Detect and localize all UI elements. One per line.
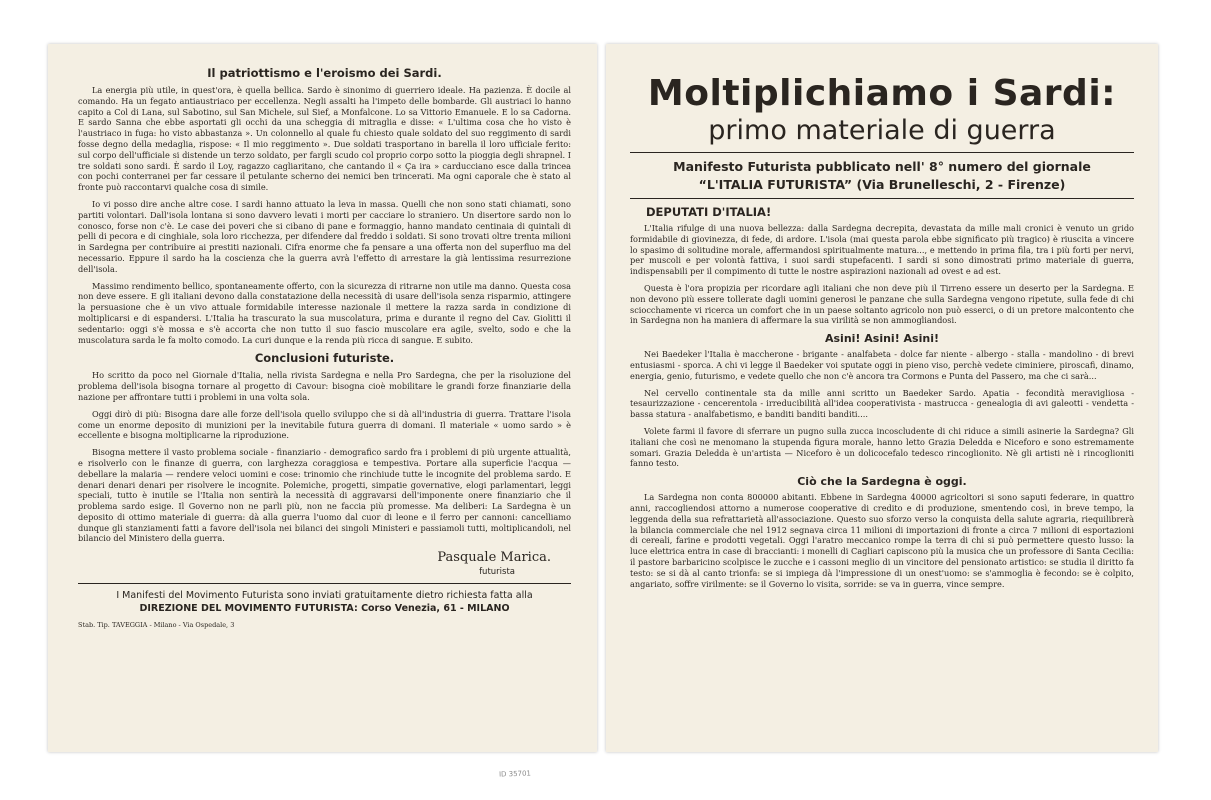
footer-notice: I Manifesti del Movimento Futurista sono inviati gratuitamente dietro richiesta fatta alla: [116, 590, 533, 602]
section-title-conclusions: Conclusioni futuriste.: [254, 351, 395, 366]
sub-title: primo materiale di guerra: [708, 115, 1056, 146]
paragraph: Massimo rendimento bellico, spontaneamente offerto, con la sicurezza di ritrarne non utile ma danno. Questa cosa non deve essere. E gli italiani devono dalla constatazione della necessità di usare dell'isola senza risparmio, attingere la persuasione che è un vivo attuale formidabile interesse nazionale il mettere la razza sarda in condizione di moltiplicarsi e di espandersi. L'Italia ha trascurato la sua muscolatura, prima e durante il regno del Cav. Giolitti il sedentario: oggi s'è mossa e s'è accorta che non tutto il suo fascio muscolare era agile, svelto, sodo e che la muscolatura sarda le fa molto comodo. La curi dunque e la renda più ricca di sangue. E subito.: [78, 280, 571, 345]
divider: [630, 198, 1134, 199]
footer-address: DIREZIONE DEL MOVIMENTO FUTURISTA: Corso Venezia, 61 - MILANO: [139, 603, 510, 615]
left-page: [48, 44, 597, 752]
section-title-deputati: DEPUTATI D'ITALIA!: [646, 205, 772, 219]
paragraph: Volete farmi il favore di sferrare un pugno sulla zucca incoscludente di chi riduce a simili asinerie la Sardegna? Gli italiani che così ne menomano la stupenda figura morale, hanno letto Grazia Deledda e Niceforo e sono estremamente somari. Grazia Deledda è un'artista — Niceforo è un dolicocefalo tedesco rincoglionito. Nè gli artisti nè i rincoglioniti fanno testo.: [630, 425, 1134, 469]
paragraph: Bisogna mettere il vasto problema sociale - finanziario - demografico sardo fra i problemi di più urgente attualità, e risolverlo con le finanze di guerra, con larghezza coraggiosa e tempestiva. Portare alla superficie l'acqua — debellare la malaria — rendere veloci uomini e cose: trinomio che rinchiude tutte le incognite del problema sardo. E denari denari denari per risolvere le incognite. Polemiche, progetti, simpatie governative, elogi parlamentari, leggi speciali, tutto è inutile se l'Italia non sentirà la necessità di aggravarsi dell'imponente onere finanziario che il problema sardo esige. Il Governo non ne parli più, non ne faccia più promesse. Ma deliberi: La Sardegna è un deposito di ottimo materiale di guerra: dà alla guerra l'uomo dal cuor di leone e il ferro per cannoni: cancelliamo dunque gli stanziamenti fatti a favore dell'isola nei bilanci dei singoli Ministeri e passiamoli tutti, moltiplicandoli, nel bilancio del Ministero della guerra.: [78, 447, 571, 544]
paragraph: Nel cervello continentale sta da mille anni scritto un Baedeker Sardo. Apatia - fecondità meravigliosa - tesaurizzazione - cencerentola - irreducibilità all'idea cooperativista - mastrucca - genealogia di avi galeotti - vendetta - bassa statura - analfabetismo, e banditi banditi banditi....: [630, 387, 1134, 420]
paragraph: La Sardegna non conta 800000 abitanti. Ebbene in Sardegna 40000 agricoltori si sono saputi federare, in quattro anni, raccogliendosi attorno a numerose cooperative di credito e di produzione, smentendo così, in breve tempo, la leggenda della sua refrattarietà all'associazione. Questo suo sforzo verso la conquista della salute agraria, riequilibrerà la bilancia commerciale che nel 1912 segnava circa 11 milioni di importazioni di fronte a circa 7 milioni di esportazioni di cereali, farine e prodotti vegetali. Oggi l'aratro meccanico rompe la terra di chi si può permettere questo lusso: la luce elettrica entra in case di braccianti: i monelli di Cagliari capiscono più la musica che un professore di Santa Cecilia: il pastore barbaricino scolpisce le zucche e i cassoni meglio di un vincitore del pensionato artistico: se studia il diritto fa testo: se si dà al canto trionfa: se si impiega dà l'impressione di un onest'uomo: se s'ammoglia è fecondo: se è colpito, angariato, soffre virilmente: se il Governo lo visita, sorride: se va in guerra, vince sempre.: [630, 492, 1134, 589]
paragraph: Questa è l'ora propizia per ricordare agli italiani che non deve più il Tirreno essere un deserto per la Sardegna. E non devono più essere tollerate dagli uomini generosi le panzane che sulla Sardegna vengono ripetute, sulla fede di chi sciocchamente vi ricerca un comfort che in un paese soltanto agricolo non può esserci, o di un pretore malcontento che in Sardegna non ha maniera di affermare la sua virilità se non ammogliandosi.: [630, 282, 1134, 326]
printer-credit: Stab. Tip. TAVEGGIA - Milano - Via Ospedale, 3: [78, 621, 235, 630]
signature-role: futurista: [479, 567, 515, 578]
section-title-patriotism: Il patriottismo e l'eroismo dei Sardi.: [207, 66, 442, 80]
divider: [630, 152, 1134, 153]
section-title-asini: Asini! Asini! Asini!: [824, 332, 939, 346]
paragraph: Nei Baedeker l'Italia è maccherone - brigante - analfabeta - dolce far niente - albergo - stalla - mandolino - di brevi entusiasmi - sporca. A chi vi legge il Baedeker voi sputate oggi in pieno viso, perchè vedete ciminiere, piroscafi, dinamo, energia, genio, futurismo, e vedete quello che non c'è ancora tra Cormons e Punta del Passero, ma che ci sarà...: [630, 349, 1134, 381]
paragraph: L'Italia rifulge di una nuova bellezza: dalla Sardegna decrepita, devastata da mille mali cronici è venuto un grido formidabile di giovinezza, di fede, di ardore. L'isola (mai questa parola ebbe significato più tragico) è riuscita a vincere lo spasimo di solitudine morale, affermandosi spiritualmente matura..., e mettendo in prima fila, tra i più forti per nervi, per muscoli e per volontà fattiva, i suoi sardi stupefacenti. I sardi si sono dimostrati primo materiale di guerra, indispensabili per il compimento di tutte le nostre aspirazioni nazionali ad ovest e ad est.: [630, 223, 1134, 277]
divider: [78, 583, 571, 584]
signature: Pasquale Marica.: [437, 550, 551, 566]
right-page: [606, 44, 1158, 752]
section-title-sardegna-oggi: Ciò che la Sardegna è oggi.: [797, 475, 967, 489]
paragraph: Oggi dirò di più: Bisogna dare alle forze dell'isola quello sviluppo che si dà all'industria di guerra. Trattare l'isola come un enorme deposito di munizioni per la inevitabile futura guerra di domani. Il materiale « uomo sardo » è eccellente e bisogna moltiplicarne la riproduzione.: [78, 408, 571, 441]
paragraph: Ho scritto da poco nel Giornale d'Italia, nella rivista Sardegna e nella Pro Sardegna, che per la risoluzione del problema dell'isola bisogna tornare al progetto di Cavour: bisogna cioè mobilitare le grandi forze finanziarie della nazione per affrontare tutti i problemi in una volta sola.: [78, 370, 571, 402]
paragraph: Io vi posso dire anche altre cose. I sardi hanno attuato la leva in massa. Quelli che non sono stati chiamati, sono partiti volontari. Dall'isola lontana si sono davvero levati i morti per cacciare lo straniero. Un disertore sardo non lo conosco, forse non c'è. Le case dei poveri che si cibano di pane e formaggio, hanno mandato centinaia di quintali di pelli di pecora e di cinghiale, sola loro ricchezza, per difendere dal freddo i soldati. Si sono trovati oltre trenta milioni in Sardegna per contribuire ai prestiti nazionali. Cifra enorme che fa pensare a una offerta non del superfluo ma del necessario. Eppure il sardo ha la coscienza che la guerra avrà l'effetto di arrestare la già lentissima resurrezione dell'isola.: [78, 198, 571, 274]
paragraph: La energia più utile, in quest'ora, è quella bellica. Sardo è sinonimo di guerriero ideale. Ha pazienza. È docile al comando. Ha un fegato antiaustriaco per eccellenza. Negli assalti ha l'impeto delle bombarde. Gli austriaci lo hanno capito a Col di Lana, sul Sabotino, sul San Michele, sul Sief, a Monfalcone. Lo sa Vittorio Emanuele. E lo sa Cadorna. E sardo Sanna che ebbe asportati gli occhi da una scheggia di mitraglia e disse: « L'ultima cosa che ho visto è l'austriaco in fuga: ho visto abbastanza ». Un colonnello al quale fu chiesto quale soldato del suo reggimento di sardi fosse degno della medaglia, rispose: « Il mio reggimento ». Due soldati trasportano in barella il loro ufficiale ferito: sul corpo dell'ufficiale si distende un terzo soldato, per fargli scudo col proprio corpo sotto la pioggia degli shrapnel. I tre soldati sono sardi. È sardo il Loy, ragazzo cagliaritano, che cantando il « Ça ira » carducciano esce dalla trincea con pochi conterranei per far cessare il petulante scherno dei nemici ben trincerati. Ma ogni caporale che è stato al fronte può raccontarvi qualche cosa di simile.: [78, 85, 571, 193]
main-title: Moltiplichiamo i Sardi:: [647, 73, 1117, 114]
manifesto-line-1: Manifesto Futurista pubblicato nell' 8° numero del giornale: [673, 159, 1091, 174]
manifesto-line-2: “L'ITALIA FUTURISTA” (Via Brunelleschi, 2 - Firenze): [698, 177, 1066, 192]
archive-stamp: ID 35701: [498, 769, 532, 779]
